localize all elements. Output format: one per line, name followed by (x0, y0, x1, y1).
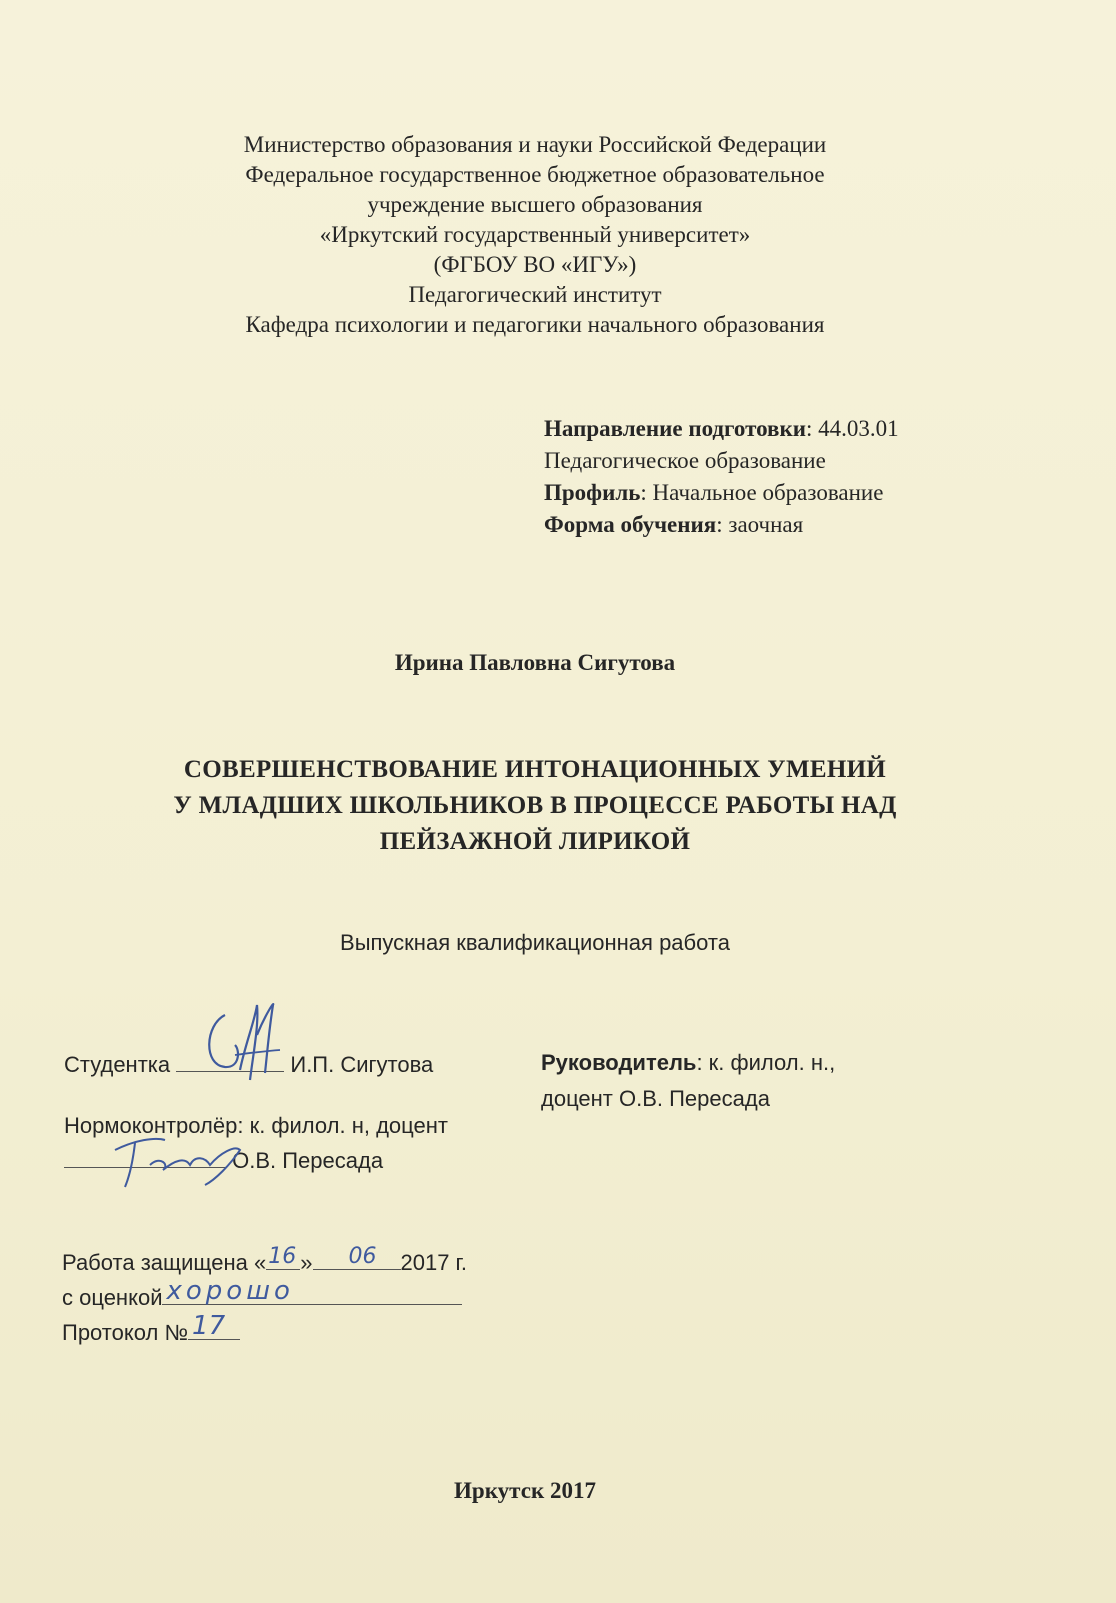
defense-month: 06 (348, 1244, 377, 1269)
work-type: Выпускная квалификационная работа (340, 930, 730, 955)
thesis-title-line-3: ПЕЙЗАЖНОЙ ЛИРИКОЙ (379, 828, 691, 855)
normcontrol-signature-icon (95, 1125, 255, 1195)
thesis-title-line-1: СОВЕРШЕНСТВОВАНИЕ ИНТОНАЦИОННЫХ УМЕНИЙ (183, 756, 887, 783)
supervisor-degree: : к. филол. н., (696, 1050, 836, 1075)
study-form-label: Форма обучения (544, 512, 717, 537)
protocol-value: 17 (192, 1311, 226, 1341)
thesis-title (0, 752, 1070, 860)
direction-code: : 44.03.01 (805, 416, 899, 441)
supervisor-name: доцент О.В. Пересада (541, 1086, 770, 1111)
supervisor-block (541, 1045, 835, 1117)
student-label: Студентка (64, 1052, 171, 1077)
study-form-value: : заочная (716, 512, 804, 537)
profile-value: : Начальное образование (640, 480, 884, 505)
supervisor-label: Руководитель (541, 1050, 697, 1075)
header-line-ministry: Министерство образования и науки Российской Федерации (243, 132, 827, 157)
grade-value: хорошо (166, 1276, 294, 1306)
student-name: И.П. Сигутова (290, 1052, 434, 1077)
header-line-institute: Педагогический институт (408, 282, 662, 307)
city-year: Иркутск 2017 (454, 1478, 596, 1503)
defense-month-field (313, 1244, 401, 1270)
defense-mid: » (300, 1250, 313, 1275)
normcontrol-name: О.В. Пересада (232, 1148, 384, 1173)
defense-year: 2017 г. (400, 1250, 468, 1275)
defense-prefix: Работа защищена « (62, 1250, 267, 1275)
defense-date-row (62, 1244, 468, 1276)
protocol-label: Протокол № (62, 1320, 189, 1345)
profile-label: Профиль (544, 480, 641, 505)
grade-field (162, 1276, 462, 1306)
header-line-institution-type: учреждение высшего образования (367, 192, 703, 217)
direction-label: Направление подготовки (544, 416, 806, 441)
header-line-department: Кафедра психологии и педагогики начального образования (245, 312, 825, 337)
study-direction-block (544, 413, 899, 541)
direction-name: Педагогическое образование (544, 448, 826, 473)
header-line-university: «Иркутский государственный университет» (319, 222, 751, 247)
normcontrol-label: Нормоконтролёр: к. филол. н, доцент (64, 1113, 448, 1138)
thesis-title-line-2: У МЛАДШИХ ШКОЛЬНИКОВ В ПРОЦЕССЕ РАБОТЫ НАД (173, 792, 897, 819)
protocol-field (188, 1311, 240, 1341)
header-line-abbreviation: (ФГБОУ ВО «ИГУ») (433, 252, 637, 277)
student-signature-icon (195, 995, 285, 1095)
defense-day: 16 (268, 1244, 297, 1269)
defense-day-field (266, 1244, 300, 1270)
grade-label: с оценкой (62, 1285, 163, 1310)
header-line-federal: Федеральное государственное бюджетное образовательное (245, 162, 825, 187)
author-name: Ирина Павловна Сигутова (394, 650, 676, 675)
protocol-row (62, 1311, 240, 1346)
grade-row (62, 1276, 462, 1311)
institution-header (0, 130, 1070, 340)
